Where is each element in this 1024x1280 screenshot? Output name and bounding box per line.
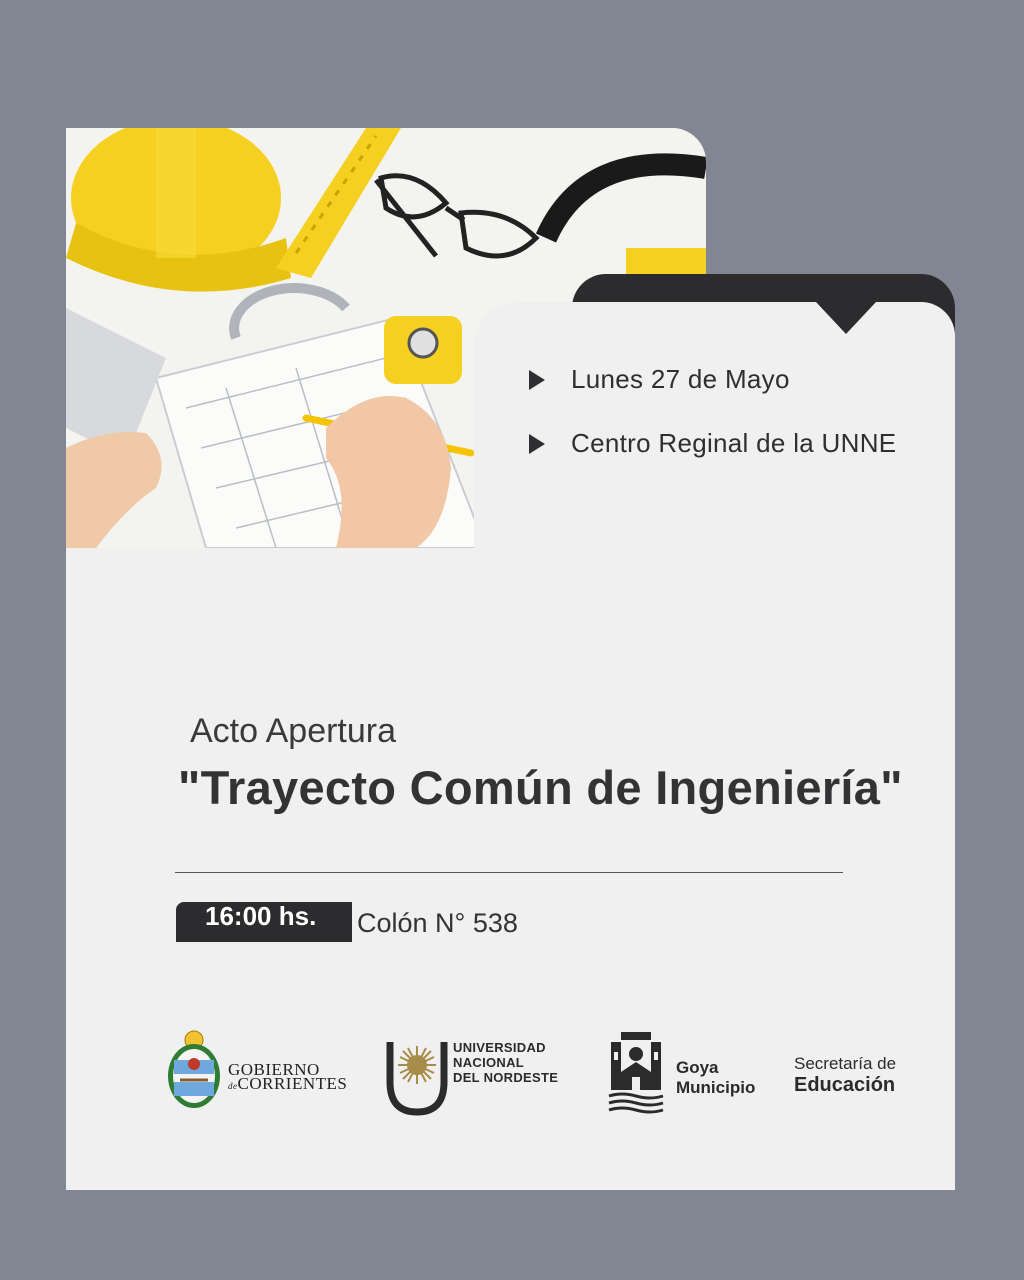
event-address: Colón N° 538 (357, 908, 518, 938)
event-place: Centro Reginal de la UNNE (571, 428, 897, 458)
corrientes-shield-icon (166, 1030, 222, 1115)
unne-line2: NACIONAL (453, 1055, 525, 1070)
goya-church-icon (607, 1032, 665, 1119)
place-row (529, 428, 896, 459)
goya-name (676, 1058, 755, 1098)
goya-line1: Goya (676, 1058, 719, 1077)
secretaria-line1: Secretaría de (794, 1054, 897, 1073)
divider (175, 872, 843, 873)
unne-line1: UNIVERSIDAD (453, 1040, 546, 1055)
goya-line2: Municipio (676, 1078, 756, 1097)
secretaria-line2: Educación (794, 1074, 896, 1096)
corrientes-line1: GOBIERNO (228, 1060, 320, 1079)
event-title: "Trayecto Común de Ingeniería" (178, 761, 903, 814)
triangle-bullet-icon (529, 370, 545, 390)
date-row (529, 364, 790, 395)
corrientes-small: de (228, 1081, 238, 1091)
triangle-bullet-icon (529, 434, 545, 454)
notch-triangle (816, 302, 876, 334)
event-subtitle: Acto Apertura (190, 712, 397, 750)
corrientes-line2 (228, 1074, 347, 1094)
event-time: 16:00 hs. (205, 901, 317, 931)
corrientes-name: CORRIENTES (237, 1074, 348, 1093)
unne-sun-icon (386, 1040, 448, 1121)
unne-line3: DEL NORDESTE (453, 1070, 559, 1085)
event-date: Lunes 27 de Mayo (571, 364, 790, 394)
unne-name (453, 1040, 558, 1085)
